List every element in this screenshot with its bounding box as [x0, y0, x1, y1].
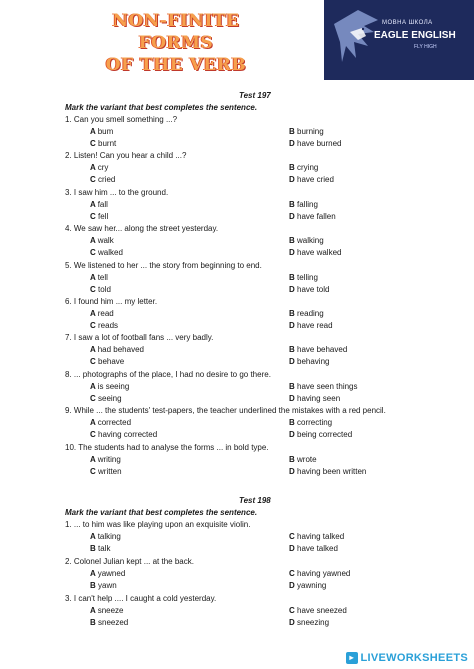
answer-option-d[interactable]	[289, 430, 352, 440]
option-letter: B	[289, 236, 297, 246]
option-text: seeing	[98, 393, 122, 403]
option-text: fall	[97, 199, 108, 209]
answer-option-b[interactable]	[289, 273, 318, 283]
answer-option-c[interactable]	[289, 606, 347, 616]
answer-option-b[interactable]	[90, 544, 110, 554]
answer-option-d[interactable]	[289, 581, 326, 591]
option-letter: C	[90, 284, 98, 294]
option-text: cry	[97, 163, 109, 173]
question-text: 6. I found him ... my letter.	[65, 297, 158, 306]
answer-option-b[interactable]	[289, 163, 318, 173]
answer-option-d[interactable]	[289, 544, 338, 554]
option-text: sneezed	[98, 618, 129, 627]
liveworksheets-label: LIVEWORKSHEETS	[360, 652, 468, 664]
option-text: have read	[297, 321, 333, 330]
option-letter: C	[289, 569, 297, 578]
option-letter: D	[289, 284, 297, 294]
option-text: having yawned	[297, 569, 351, 578]
answer-option-a[interactable]	[90, 236, 114, 246]
question-text: 8. ... photographs of the place, I had no desire to go there.	[65, 369, 271, 379]
logo-line-3: FLY HIGH	[414, 44, 437, 50]
option-text: burnt	[98, 139, 117, 148]
answer-option-c[interactable]	[289, 532, 344, 542]
answer-option-d[interactable]	[289, 467, 366, 477]
answer-option-d[interactable]	[289, 618, 329, 628]
option-letter: D	[289, 175, 297, 185]
eagle-english-logo	[324, 0, 474, 80]
question-text: 7. I saw a lot of football fans ... very badly.	[65, 333, 214, 343]
option-text: reading	[297, 309, 324, 318]
option-text: having been written	[297, 466, 367, 476]
answer-option-d[interactable]	[289, 285, 329, 295]
question-text: 2. Listen! Can you hear a child ...?	[65, 151, 187, 161]
option-letter: C	[90, 357, 98, 367]
test-198-title: Test 198	[239, 496, 271, 505]
answer-option-d[interactable]	[289, 175, 334, 185]
option-text: yawned	[97, 569, 126, 578]
worksheet-title	[76, 10, 276, 76]
option-text: writing	[97, 454, 121, 464]
option-text: have sneezed	[297, 606, 347, 615]
option-letter: C	[90, 139, 98, 148]
option-letter: A	[90, 381, 98, 391]
answer-option-c[interactable]	[90, 430, 157, 440]
option-letter: D	[289, 248, 297, 258]
answer-option-a[interactable]	[90, 382, 129, 392]
option-letter: A	[90, 345, 98, 355]
option-letter: A	[90, 454, 98, 464]
answer-option-d[interactable]	[289, 212, 336, 222]
option-text: correcting	[297, 418, 333, 428]
option-letter: D	[289, 357, 297, 367]
answer-option-b[interactable]	[289, 200, 318, 210]
option-text: behaving	[297, 357, 330, 367]
option-letter: B	[289, 418, 297, 428]
option-letter: B	[289, 163, 297, 173]
answer-option-b[interactable]	[90, 581, 117, 591]
option-letter: C	[90, 393, 98, 403]
option-letter: B	[289, 454, 297, 464]
question-text: 5. We listened to her ... the story from beginning to end.	[65, 260, 262, 270]
option-letter: B	[289, 272, 297, 282]
option-letter: A	[90, 163, 98, 173]
option-letter: C	[90, 211, 98, 221]
option-letter: A	[90, 127, 98, 136]
option-letter: B	[289, 381, 297, 391]
answer-option-a[interactable]	[90, 200, 108, 210]
answer-option-b[interactable]	[90, 618, 128, 628]
option-text: sneeze	[97, 606, 124, 615]
answer-option-c[interactable]	[90, 394, 122, 404]
option-text: yawn	[98, 581, 117, 590]
option-letter: A	[90, 606, 98, 615]
option-letter: A	[90, 418, 98, 428]
question-text: 9. While ... the students' test-papers, the teacher underlined the mistakes with a red pencil.	[65, 406, 386, 416]
title-line-2: OF THE VERB	[105, 55, 247, 75]
option-letter: C	[90, 466, 98, 476]
option-text: corrected	[97, 418, 132, 428]
option-text: walked	[98, 248, 123, 258]
option-text: being corrected	[297, 430, 353, 440]
option-text: bum	[97, 127, 114, 136]
answer-option-b[interactable]	[289, 127, 324, 137]
answer-option-d[interactable]	[289, 248, 341, 258]
option-letter: A	[90, 272, 98, 282]
option-text: burning	[297, 127, 324, 136]
option-letter: D	[289, 430, 297, 440]
option-text: having talked	[297, 532, 345, 541]
liveworksheets-brand[interactable]	[346, 652, 469, 664]
answer-option-c[interactable]	[90, 139, 116, 149]
option-text: talk	[98, 544, 111, 553]
answer-option-b[interactable]	[289, 345, 347, 355]
option-letter: D	[289, 544, 297, 553]
question-text: 10. The students had to analyse the forms ... in bold type.	[65, 442, 269, 452]
option-letter: B	[289, 309, 297, 318]
question-text: 1. Can you smell something ...?	[65, 115, 178, 124]
option-text: walk	[97, 236, 114, 246]
option-text: crying	[297, 163, 319, 173]
question-text: 3. I can't help .... I caught a cold yesterday.	[65, 594, 217, 603]
option-letter: D	[289, 618, 297, 627]
option-letter: B	[90, 544, 98, 553]
logo-line-1: МОВНА ШКОЛА	[382, 20, 433, 26]
answer-option-b[interactable]	[289, 382, 358, 392]
option-text: have told	[297, 284, 330, 294]
option-text: behave	[98, 357, 125, 367]
option-letter: C	[289, 532, 297, 541]
answer-option-a[interactable]	[90, 127, 113, 137]
option-letter: C	[90, 175, 98, 185]
answer-option-a[interactable]	[90, 309, 114, 319]
answer-option-c[interactable]	[90, 321, 118, 331]
answer-option-b[interactable]	[289, 418, 332, 428]
option-text: walking	[297, 236, 324, 246]
answer-option-a[interactable]	[90, 163, 108, 173]
test-198-instruction: Mark the variant that best completes the sentence.	[65, 508, 258, 517]
option-letter: D	[289, 321, 297, 330]
answer-option-c[interactable]	[289, 569, 350, 579]
option-text: yawning	[297, 581, 327, 590]
answer-option-c[interactable]	[90, 212, 108, 222]
option-letter: C	[289, 606, 297, 615]
answer-option-d[interactable]	[289, 139, 341, 149]
answer-option-a[interactable]	[90, 345, 144, 355]
option-letter: D	[289, 393, 297, 403]
liveworksheets-icon: ▸	[346, 652, 358, 664]
option-letter: A	[90, 532, 98, 541]
logo-line-2: EAGLE ENGLISH	[374, 30, 456, 41]
answer-option-a[interactable]	[90, 569, 125, 579]
answer-option-d[interactable]	[289, 357, 329, 367]
test-197-title: Test 197	[239, 91, 271, 100]
option-letter: B	[289, 199, 297, 209]
answer-option-d[interactable]	[289, 394, 340, 404]
answer-option-c[interactable]	[90, 467, 122, 477]
option-text: have burned	[297, 139, 342, 148]
option-text: have fallen	[297, 211, 336, 221]
option-letter: D	[289, 139, 297, 148]
option-letter: A	[90, 236, 98, 246]
answer-option-a[interactable]	[90, 455, 121, 465]
footer	[0, 649, 474, 669]
option-letter: A	[90, 569, 98, 578]
answer-option-a[interactable]	[90, 532, 121, 542]
option-text: tell	[97, 272, 108, 282]
option-text: is seeing	[97, 381, 130, 391]
test-197-instruction: Mark the variant that best completes the sentence.	[65, 103, 258, 112]
option-text: fell	[98, 211, 109, 221]
option-text: having corrected	[98, 430, 158, 440]
option-text: read	[97, 309, 114, 318]
option-text: reads	[98, 321, 119, 330]
option-letter: C	[90, 430, 98, 440]
option-text: had behaved	[97, 345, 144, 355]
option-letter: A	[90, 309, 98, 318]
option-text: talking	[97, 532, 121, 541]
question-text: 2. Colonel Julian kept ... at the back.	[65, 557, 194, 566]
option-letter: C	[90, 321, 98, 330]
answer-option-c[interactable]	[90, 175, 115, 185]
option-text: have behaved	[297, 345, 348, 355]
question-text: 3. I saw him ... to the ground.	[65, 187, 169, 197]
option-letter: B	[289, 345, 297, 355]
option-text: wrote	[297, 454, 317, 464]
question-text: 4. We saw her... along the street yesterday.	[65, 224, 219, 234]
option-text: falling	[297, 199, 318, 209]
answer-option-b[interactable]	[289, 236, 324, 246]
option-text: sneezing	[297, 618, 330, 627]
title-line-1: NON-FINITE FORMS	[112, 11, 240, 53]
option-letter: A	[90, 199, 98, 209]
answer-option-b[interactable]	[289, 309, 324, 319]
answer-option-c[interactable]	[90, 357, 124, 367]
answer-option-c[interactable]	[90, 285, 111, 295]
question-text: 1. ... to him was like playing upon an exquisite violin.	[65, 520, 251, 529]
option-letter: D	[289, 211, 297, 221]
answer-option-a[interactable]	[90, 273, 108, 283]
option-text: have talked	[297, 544, 338, 553]
option-letter: D	[289, 466, 297, 476]
answer-option-d[interactable]	[289, 321, 333, 331]
option-text: telling	[297, 272, 318, 282]
option-text: have cried	[297, 175, 334, 185]
answer-option-b[interactable]	[289, 455, 317, 465]
option-text: told	[98, 284, 111, 294]
option-letter: B	[90, 581, 98, 590]
option-text: written	[98, 466, 122, 476]
answer-option-a[interactable]	[90, 418, 131, 428]
option-text: have walked	[297, 248, 342, 258]
option-letter: D	[289, 581, 297, 590]
answer-option-a[interactable]	[90, 606, 124, 616]
option-text: having seen	[297, 393, 341, 403]
option-text: cried	[98, 175, 116, 185]
option-letter: C	[90, 248, 98, 258]
option-letter: B	[289, 127, 297, 136]
answer-option-c[interactable]	[90, 248, 123, 258]
option-text: have seen things	[297, 381, 358, 391]
option-letter: B	[90, 618, 98, 627]
